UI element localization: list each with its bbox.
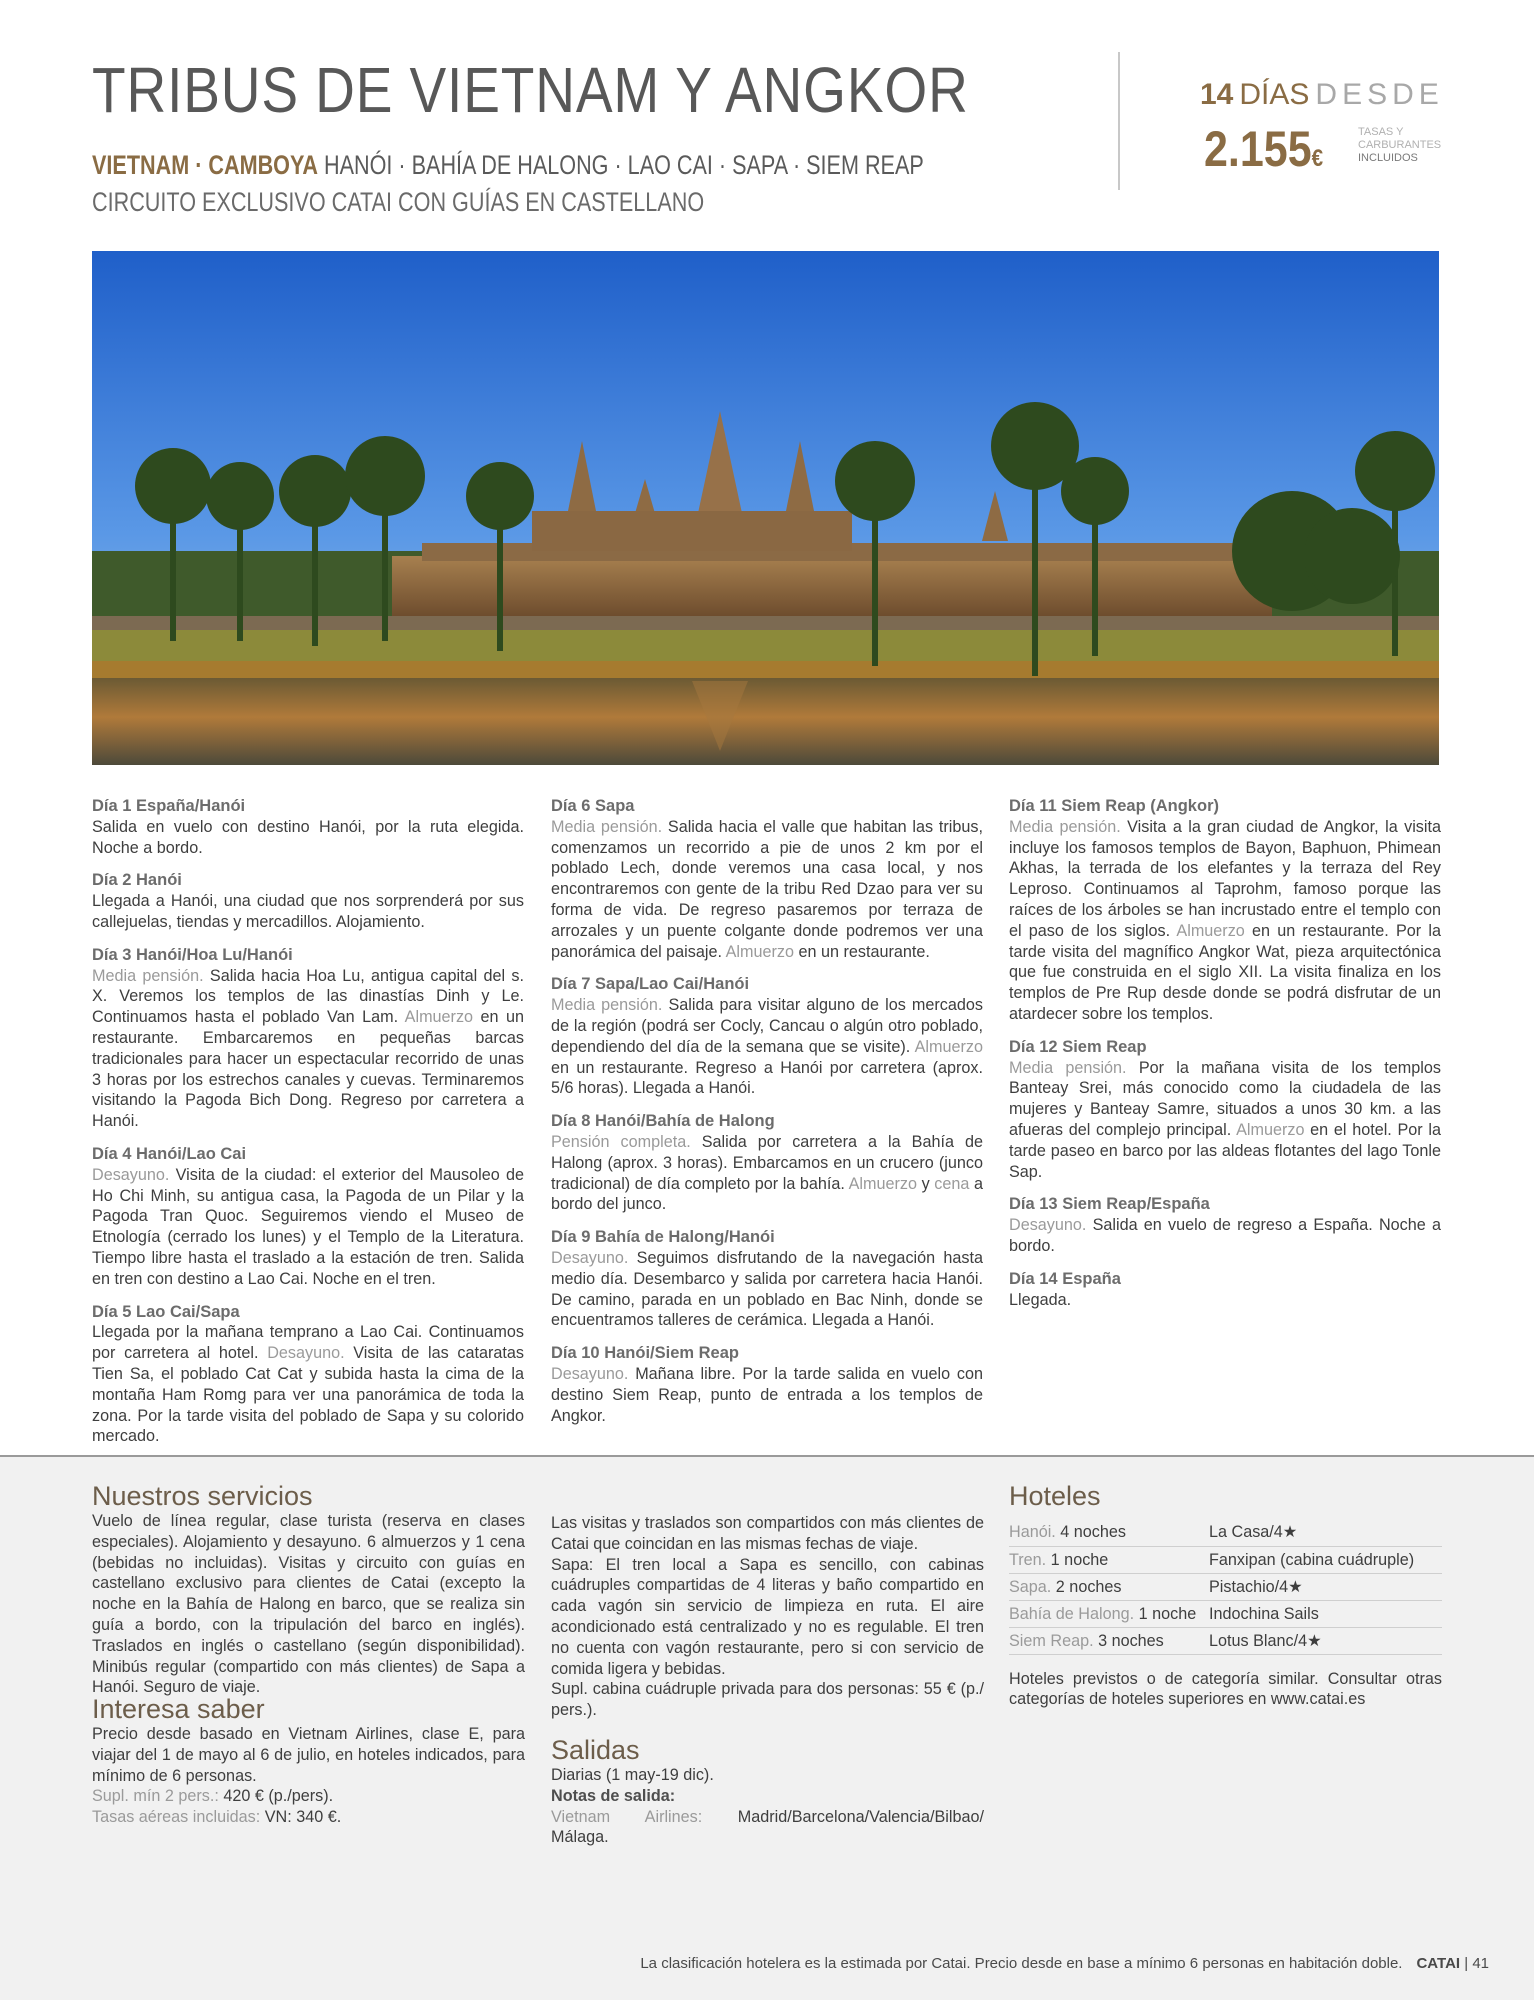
day-text: Llegada por la mañana temprano a Lao Cai. Continuamos por carretera al hotel. [92, 1323, 524, 1363]
cabin-supplement: Supl. cabina cuádruple privada para dos personas: 55 € (p./ pers.). [551, 1680, 984, 1720]
hotel-nights: 3 noches [1093, 1631, 1164, 1650]
services-heading: Nuestros servicios [92, 1481, 313, 1511]
page-title: TRIBUS DE VIETNAM Y ANGKOR [92, 54, 969, 126]
hotel-place: Tren. [1009, 1550, 1047, 1569]
day-text: Llegada a Hanói, una ciudad que nos sorprenderá por sus callejuelas, tiendas y mercadillos. Alojamiento. [92, 892, 524, 931]
hotel-location [1009, 1573, 1209, 1600]
day-title: Día 13 Siem Reap/España [1009, 1195, 1210, 1214]
day-description [92, 966, 524, 1132]
day-text: Visita de las cataratas Tien Sa, el poblado Cat Cat y subida hasta la cima de la montaña Ham Romg para ver una panorámica de toda la zona. Por la tarde visita del poblado de Sapa y su colorido mercado. [92, 1344, 524, 1446]
day-title: Día 7 Sapa/Lao Cai/Hanói [551, 975, 750, 994]
salidas-heading: Salidas [551, 1735, 640, 1765]
day-title: Día 10 Hanói/Siem Reap [551, 1344, 739, 1363]
itinerary-column-1 [92, 796, 524, 1459]
middle-notes [551, 1513, 984, 1721]
hotel-location [1009, 1627, 1209, 1654]
hotel-place: Bahía de Halong. [1009, 1604, 1135, 1623]
price [1204, 121, 1324, 177]
day-text: y [917, 1174, 935, 1193]
meal-plan: Almuerzo [1176, 921, 1245, 940]
hotel-name: Lotus Blanc/4★ [1209, 1627, 1442, 1654]
hotel-name: Pistachio/4★ [1209, 1573, 1442, 1600]
taxes-line-2: CARBURANTES [1358, 139, 1442, 151]
day-description [551, 995, 983, 1099]
hotel-place: Hanói. [1009, 1523, 1056, 1542]
day-text: Visita a la gran ciudad de Angkor, la visita incluye los famosos templos de Bayon, Baphuon, Phimean Akhas, la terrada de los elefantes y la terraza del Rey Leproso. Continuamos al Taprohm, famoso porque las raíces de los árboles se han incrustado entre el templo con el paso de los siglos. [1009, 817, 1441, 940]
day-text: Seguimos disfrutando de la navegación hasta medio día. Desembarco y salida por carretera hacia Hanói. De camino, parada en un poblado en Bac Ninh, donde se encuentramos talleres de cerámica. Llegada a Hanói. [551, 1248, 983, 1330]
day-title: Día 5 Lao Cai/Sapa [92, 1302, 240, 1321]
supl-label: Supl. mín 2 pers.: [92, 1787, 219, 1806]
day-description [92, 817, 524, 859]
price-value: 2.155 [1204, 121, 1312, 177]
day-text: a bordo del junco. [551, 1174, 983, 1214]
brand-logo: CATAI [1416, 1955, 1461, 1972]
day-description [92, 1165, 524, 1290]
day-title: Día 1 España/Hanói [92, 797, 246, 815]
supl-value: 420 € (p./pers). [218, 1787, 334, 1806]
hotels-section [1009, 1481, 1442, 1710]
hotel-name: Fanxipan (cabina cuádruple) [1209, 1546, 1442, 1573]
itinerary-day [1009, 796, 1441, 1025]
itinerary-day [1009, 1194, 1441, 1256]
days-number: 14 [1200, 78, 1234, 111]
day-description [551, 1364, 983, 1426]
hotel-place: Sapa. [1009, 1577, 1052, 1596]
day-text: Mañana libre. Por la tarde salida en vuelo con destino Siem Reap, punto de entrada a los templos de Angkor. [551, 1364, 983, 1425]
footer [640, 1955, 1489, 1972]
salidas-airline-line [551, 1807, 984, 1849]
day-text: Visita de la ciudad: el exterior del Mausoleo de Ho Chi Minh, su antigua casa, la Pagoda de un Pilar y la Pagoda Tran Quoc. Seguiremos viendo el Museo de Etnología (cerrado los lunes) y el Templo de la Literatura. Tiempo libre hasta el traslado a la estación de tren. Salida en tren con destino a Lao Cai. Noche en el tren. [92, 1165, 524, 1288]
days-label: DÍAS [1239, 78, 1310, 111]
services-text: Vuelo de línea regular, clase turista (reserva en clases especiales). Alojamiento y desayuno. 6 almuerzos y 1 cena (bebidas no incluidas). Visitas y circuito con guías en castellano exclusivo para clientes de Catai (excepto la noche en la Bahía de Halong en barco, que se realiza sin guía a bordo, con la tripulación del barco en inglés). Traslados en inglés o castellano (según disponibilidad). Minibús regular (compartido con más clientes) de Sapa a Hanói. Seguro de viaje. [92, 1512, 525, 1697]
itinerary-column-3 [1009, 796, 1441, 1322]
tasas-value: VN: 340 €. [260, 1808, 342, 1827]
countries: VIETNAM · CAMBOYA [92, 150, 319, 180]
hotel-row [1009, 1627, 1442, 1654]
desde-label: DESDE [1315, 78, 1444, 111]
hotel-location [1009, 1600, 1209, 1627]
day-description [92, 1322, 524, 1447]
itinerary-day [551, 796, 983, 962]
meal-plan: Desayuno. [267, 1344, 345, 1363]
hotel-row [1009, 1546, 1442, 1573]
meal-plan: Media pensión. [92, 966, 204, 985]
supl-line [92, 1786, 525, 1807]
meal-plan: Almuerzo [1236, 1120, 1305, 1139]
hero-image-angkor-wat [92, 251, 1439, 765]
hotels-note: Hoteles previstos o de categoría similar. Consultar otras categorías de hoteles superiores en www.catai.es [1009, 1669, 1442, 1709]
departure-cities: Madrid/Barcelona/Valencia/Bilbao/ Málaga. [551, 1807, 984, 1847]
services-section [92, 1481, 525, 1698]
airline-label: Vietnam Airlines: [551, 1807, 703, 1826]
meal-plan: Desayuno. [551, 1364, 629, 1383]
day-description [1009, 1215, 1441, 1257]
meal-plan: Desayuno. [551, 1248, 629, 1267]
day-text: Salida para visitar alguno de los mercados de la región (podrá ser Cocly, Cancau o algún otro poblado, dependiendo del día de la semana que se visite). [551, 996, 983, 1056]
hotel-location [1009, 1519, 1209, 1546]
meal-plan: cena [934, 1174, 970, 1193]
hotel-nights: 1 noche [1046, 1550, 1109, 1569]
itinerary-day [92, 945, 524, 1132]
day-description [1009, 1058, 1441, 1183]
meal-plan: Media pensión. [551, 996, 663, 1015]
meal-plan: Desayuno. [1009, 1216, 1087, 1235]
day-title: Día 4 Hanói/Lao Cai [92, 1144, 247, 1163]
hotel-location [1009, 1546, 1209, 1573]
shared-visits-note: Las visitas y traslados son compartidos con más clientes de Catai que coincidan en las mismas fechas de viaje. [551, 1514, 984, 1553]
salidas-text: Diarias (1 may-19 dic). [551, 1766, 714, 1784]
hotel-row [1009, 1573, 1442, 1600]
itinerary-day [1009, 1269, 1441, 1311]
hotel-nights: 1 noche [1134, 1604, 1197, 1623]
day-title: Día 8 Hanói/Bahía de Halong [551, 1112, 775, 1131]
day-text: en un restaurante. [793, 942, 930, 961]
day-description [551, 1132, 983, 1215]
itinerary-day [92, 1302, 524, 1448]
itinerary-day [551, 1111, 983, 1215]
meal-plan: Media pensión. [551, 817, 663, 836]
itinerary-day [92, 870, 524, 932]
meal-plan: Desayuno. [92, 1165, 170, 1184]
hotel-row [1009, 1519, 1442, 1546]
itinerary-day [92, 796, 524, 858]
hotels-heading: Hoteles [1009, 1481, 1101, 1511]
tasas-line [92, 1807, 525, 1828]
places: HANÓI · BAHÍA DE HALONG · LAO CAI · SAPA · SIEM REAP [324, 150, 924, 180]
day-title: Día 12 Siem Reap [1009, 1037, 1147, 1056]
salidas-section [551, 1735, 984, 1848]
taxes-note [1358, 126, 1441, 165]
hotel-nights: 2 noches [1051, 1577, 1122, 1596]
hotels-table [1009, 1519, 1442, 1655]
meal-plan: Almuerzo [725, 942, 794, 961]
day-text: en un restaurante. Embarcaremos en pequeñas barcas tradicionales para hacer un espectacular recorrido de unas 3 horas por los estrechos canales y cuevas. Terminaremos visitando la Pagoda Bich Dong. Regreso por carretera a Hanói. [92, 1008, 524, 1131]
meal-plan: Media pensión. [1009, 1058, 1127, 1077]
day-text: en el hotel. Por la tarde paseo en barco por las aldeas flotantes del lago Tonle Sap. [1009, 1120, 1441, 1181]
header-divider [1118, 52, 1120, 190]
hotel-nights: 4 noches [1055, 1523, 1126, 1542]
interesa-section [92, 1694, 525, 1828]
tagline: CIRCUITO EXCLUSIVO CATAI CON GUÍAS EN CASTELLANO [92, 187, 705, 217]
duration [1200, 78, 1444, 112]
day-description [1009, 1290, 1441, 1311]
day-title: Día 6 Sapa [551, 797, 635, 815]
day-text: Salida en vuelo de regreso a España. Noche a bordo. [1009, 1216, 1441, 1255]
day-description [551, 1248, 983, 1331]
meal-plan: Almuerzo [914, 1037, 983, 1056]
meal-plan: Media pensión. [1009, 817, 1121, 836]
day-title: Día 14 España [1009, 1269, 1121, 1288]
itinerary-day [551, 1227, 983, 1331]
page-number: | 41 [1464, 1955, 1489, 1972]
sapa-train-note: Sapa: El tren local a Sapa es sencillo, con cabinas cuádruples compartidas de 4 literas y baño compartido en cada vagón sin servicio de limpieza en ruta. El aire acondicionado está centralizado y no es regulable. El tren no cuenta con vagón restaurante, pero si con servicio de comida ligera y bebidas. [551, 1555, 984, 1678]
salidas-notes-title: Notas de salida: [551, 1786, 676, 1805]
itinerary-column-2 [551, 796, 983, 1438]
itinerary-day [92, 1144, 524, 1290]
taxes-line-1: TASAS Y [1358, 126, 1404, 138]
day-description [551, 817, 983, 963]
day-text: Llegada. [1009, 1290, 1072, 1309]
meal-plan: Pensión completa. [551, 1132, 691, 1151]
day-text: Salida por carretera a la Bahía de Halong (aprox. 3 horas). Embarcamos en un crucero (junco tradicional) de día completo por la bahía. [551, 1132, 983, 1193]
itinerary-day [551, 974, 983, 1099]
info-panel [0, 1455, 1534, 2000]
meal-plan: Almuerzo [404, 1008, 474, 1027]
day-title: Día 3 Hanói/Hoa Lu/Hanói [92, 945, 293, 964]
hotel-name: Indochina Sails [1209, 1600, 1442, 1627]
interesa-text: Precio desde basado en Vietnam Airlines, clase E, para viajar del 1 de mayo al 6 de julio, en hoteles indicados, para mínimo de 6 personas. [92, 1725, 525, 1785]
hotel-place: Siem Reap. [1009, 1631, 1094, 1650]
day-text: Salida hacia el valle que habitan las tribus, comenzamos un recorrido a pie de unos 2 km por el poblado Lech, donde veremos una casa local, y nos encontraremos con gente de la tribu Red Dzao para ver su forma de vida. De regreso pasaremos por terraza de arrozales y un puente colgante donde podremos ver una panorámica del paisaje. [551, 817, 983, 961]
route-subtitle [92, 150, 924, 181]
tasas-label: Tasas aéreas incluidas: [92, 1808, 261, 1827]
hotel-name: La Casa/4★ [1209, 1519, 1442, 1546]
day-text: en un restaurante. Por la tarde visita del magnífico Angkor Wat, pieza arquitectónica que fue construida en el siglo XII. La visita finaliza en los templos de Pre Rup desde donde se podrá disfrutar de un atardecer sobre los templos. [1009, 921, 1441, 1023]
day-description [92, 891, 524, 933]
taxes-line-3: INCLUIDOS [1358, 152, 1418, 164]
day-description [1009, 817, 1441, 1025]
footer-note: La clasificación hotelera es la estimada por Catai. Precio desde en base a mínimo 6 personas en habitación doble. [640, 1955, 1403, 1972]
hotel-row [1009, 1600, 1442, 1627]
day-title: Día 9 Bahía de Halong/Hanói [551, 1228, 775, 1247]
meal-plan: Almuerzo [848, 1174, 917, 1193]
day-text: en un restaurante. Regreso a Hanói por carretera (aprox. 5/6 horas). Llegada a Hanói. [551, 1058, 983, 1098]
itinerary-day [1009, 1037, 1441, 1183]
day-text: Salida en vuelo con destino Hanói, por la ruta elegida. Noche a bordo. [92, 817, 524, 857]
price-currency: € [1311, 145, 1324, 172]
day-text: Por la mañana visita de los templos Banteay Srei, más conocido como la ciudadela de las mujeres y Banteay Samre, situados a unos 30 km. a las afueras del complejo principal. [1009, 1058, 1441, 1139]
day-title: Día 11 Siem Reap (Angkor) [1009, 797, 1219, 815]
itinerary-day [551, 1343, 983, 1426]
day-title: Día 2 Hanói [92, 871, 182, 890]
interesa-heading: Interesa saber [92, 1694, 265, 1724]
day-text: Salida hacia Hoa Lu, antigua capital del s. X. Veremos los templos de las dinastías Dinh y Le. Continuamos hasta el poblado Van Lam. [92, 966, 524, 1027]
